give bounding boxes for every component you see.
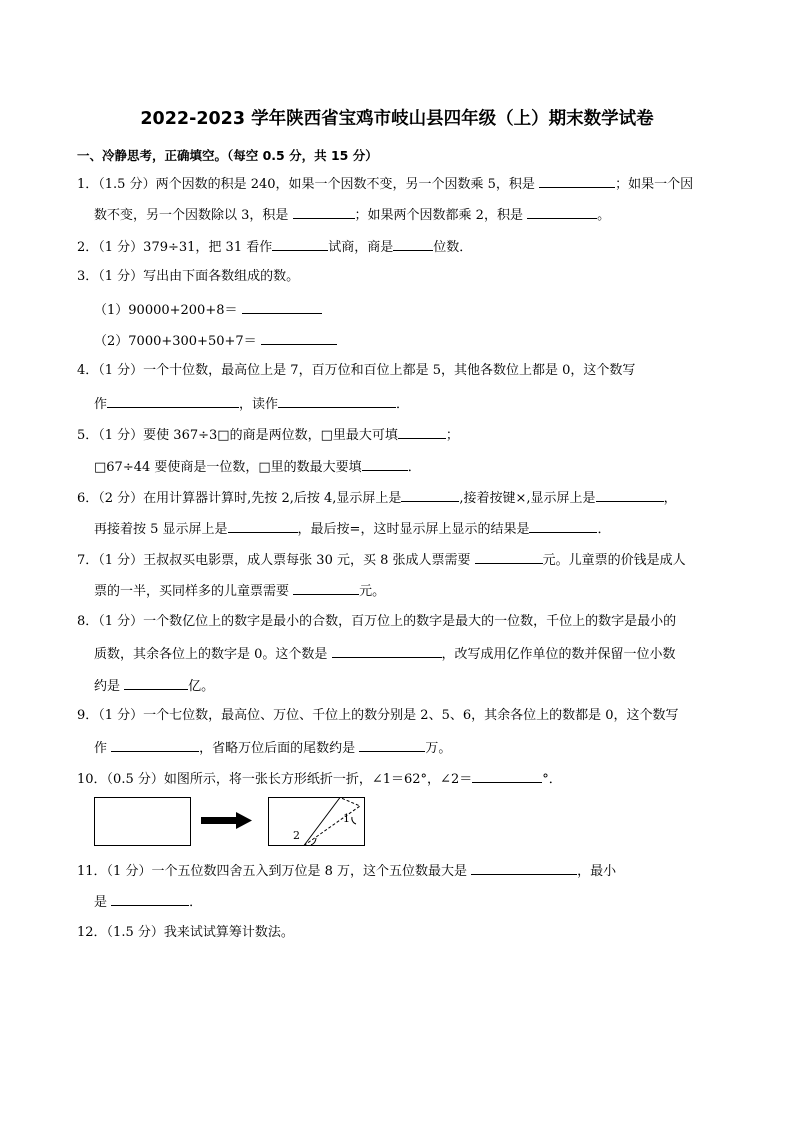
- answer-blank[interactable]: [293, 206, 355, 219]
- question-12-text: 12．（1.5 分）我来试试算筹计数法。: [77, 925, 294, 940]
- question-1-text: ；如果一个因: [615, 177, 694, 192]
- question-3-line-3: [94, 332, 337, 350]
- answer-blank[interactable]: [293, 582, 359, 595]
- answer-blank[interactable]: [359, 739, 425, 752]
- angle-1-label: 1: [343, 812, 350, 825]
- answer-blank[interactable]: [401, 489, 459, 502]
- question-1-line-1: [77, 175, 693, 193]
- question-2: [77, 238, 472, 256]
- question-9-line-2: [94, 739, 451, 757]
- answer-blank[interactable]: [393, 238, 433, 251]
- question-11-text: ，最小: [577, 864, 617, 879]
- question-1-text: ；如果两个因数都乘 2，积是: [354, 208, 523, 223]
- answer-blank[interactable]: [398, 426, 446, 439]
- answer-blank[interactable]: [111, 739, 199, 752]
- answer-blank[interactable]: [278, 395, 396, 408]
- question-4-text: 4．（1 分）一个十位数，最高位上是 7，百万位和百位上都是 5，其他各数位上都是 0，这个数写: [77, 363, 636, 378]
- question-2-text: 2．（1 分）379÷31，把 31 看作: [77, 240, 273, 255]
- question-8-text: 质数，其余各位上的数字是 0。这个数是: [94, 647, 328, 662]
- question-9-line-1: [77, 708, 679, 724]
- question-3-text: （2）7000+300+50+7＝: [94, 334, 257, 349]
- question-3-line-1: [77, 269, 299, 285]
- folded-flap: [304, 798, 360, 846]
- question-7-text: 元。: [359, 584, 386, 599]
- question-8-text: 8．（1 分）一个数亿位上的数字是最小的合数，百万位上的数字是最大的一位数，千位上的数字是最小的: [77, 614, 677, 629]
- angle-2-label: 2: [293, 829, 300, 842]
- answer-blank[interactable]: [242, 301, 322, 314]
- question-6-text: ，最后按=，这时显示屏上显示的结果是: [297, 522, 530, 537]
- angle-1-arc: [352, 817, 356, 824]
- question-9-text: 万。: [425, 741, 452, 756]
- fold-line: [304, 798, 340, 846]
- answer-blank[interactable]: [529, 520, 597, 533]
- question-6-line-1: [77, 489, 677, 507]
- question-8-text: ，改写成用亿作单位的数并保留一位小数: [441, 647, 676, 662]
- section-heading: 一、冷静思考，正确填空。（每空 0.5 分，共 15 分）: [77, 148, 378, 163]
- question-1-text: 数不变，另一个因数除以 3，积是: [94, 208, 289, 223]
- question-3-text: 3．（1 分）写出由下面各数组成的数。: [77, 269, 300, 284]
- question-8-line-3: [94, 677, 214, 695]
- question-5-line-1: [77, 426, 459, 444]
- question-8-text: 亿。: [188, 679, 215, 694]
- question-4-text: 作: [94, 397, 108, 412]
- question-8-line-2: [94, 645, 676, 663]
- question-11-line-2: [94, 893, 202, 911]
- question-4-text: ．: [396, 397, 410, 412]
- question-7-text: 7．（1 分）王叔叔买电影票，成人票每张 30 元，买 8 张成人票需要: [77, 553, 471, 568]
- question-6-text: 再接着按 5 显示屏上是: [94, 522, 228, 537]
- question-9-text: 9．（1 分）一个七位数，最高位、万位、千位上的数分别是 2、5、6，其余各位上的数都是 0，这个数写: [77, 708, 679, 723]
- answer-blank[interactable]: [111, 893, 189, 906]
- answer-blank[interactable]: [472, 770, 542, 783]
- question-5-text: ；: [445, 428, 459, 443]
- question-3-line-2: [94, 301, 322, 319]
- arrow-head: [236, 812, 252, 829]
- answer-blank[interactable]: [475, 551, 543, 564]
- question-4-line-2: [94, 395, 409, 413]
- question-10: [77, 770, 562, 788]
- question-7-text: 票的一半，买同样多的儿童票需要: [94, 584, 290, 599]
- question-7-text: 元。儿童票的价钱是成人: [542, 553, 686, 568]
- question-5-text: □67÷44 要使商是一位数，□里的数最大要填: [94, 460, 362, 475]
- answer-blank[interactable]: [272, 238, 328, 251]
- answer-blank[interactable]: [471, 862, 577, 875]
- question-7-line-2: [94, 582, 385, 600]
- question-5-text: ．: [407, 460, 421, 475]
- question-1-text: 1．（1.5 分）两个因数的积是 240，如果一个因数不变，另一个因数乘 5，积是: [77, 177, 535, 192]
- question-10-text: °．: [542, 772, 562, 787]
- question-3-text: （1）90000+200+8＝: [94, 303, 238, 318]
- answer-blank[interactable]: [332, 645, 442, 658]
- question-1-text: 。: [597, 208, 611, 223]
- question-5-line-2: [94, 458, 421, 476]
- answer-blank[interactable]: [124, 677, 188, 690]
- answer-blank[interactable]: [107, 395, 239, 408]
- answer-blank[interactable]: [261, 332, 337, 345]
- folded-paper: [269, 798, 365, 846]
- question-6-text: ，: [663, 491, 677, 506]
- question-9-text: 作: [94, 741, 108, 756]
- question-8-line-1: [77, 614, 676, 630]
- question-6-text: ．: [597, 522, 611, 537]
- answer-blank[interactable]: [527, 206, 597, 219]
- question-5-text: 5．（1 分）要使 367÷3□的商是两位数，□里最大可填: [77, 428, 398, 443]
- question-4-line-1: [77, 363, 635, 379]
- question-2-text: 试商，商是: [328, 240, 394, 255]
- arrow-shaft: [201, 817, 237, 824]
- question-4-text: ，读作: [239, 397, 279, 412]
- question-7-line-1: [77, 551, 686, 569]
- answer-blank[interactable]: [228, 520, 298, 533]
- question-11-text: ．: [189, 895, 203, 910]
- question-6-text: ,接着按键×,显示屏上是: [459, 491, 596, 506]
- answer-blank[interactable]: [596, 489, 664, 502]
- question-2-text: 位数．: [433, 240, 473, 255]
- page-title: 2022-2023 学年陕西省宝鸡市岐山县四年级（上）期末数学试卷: [140, 109, 654, 129]
- question-9-text: ，省略万位后面的尾数约是: [199, 741, 356, 756]
- question-1-line-2: [94, 206, 610, 224]
- question-12: [77, 925, 294, 941]
- question-6-line-2: [94, 520, 610, 538]
- rectangle-paper: [95, 798, 191, 846]
- question-8-text: 约是: [94, 679, 121, 694]
- question-11-text: 11．（1 分）一个五位数四舍五入到万位是 8 万，这个五位数最大是: [77, 864, 467, 879]
- answer-blank[interactable]: [539, 175, 615, 188]
- answer-blank[interactable]: [362, 458, 408, 471]
- question-6-text: 6．（2 分）在用计算器计算时,先按 2,后按 4,显示屏上是: [77, 491, 402, 506]
- question-11-line-1: [77, 862, 616, 880]
- question-11-text: 是: [94, 895, 108, 910]
- folding-figure: [90, 794, 370, 850]
- question-10-text: 10．（0.5 分）如图所示，将一张长方形纸折一折，∠1＝62°，∠2＝: [77, 772, 473, 787]
